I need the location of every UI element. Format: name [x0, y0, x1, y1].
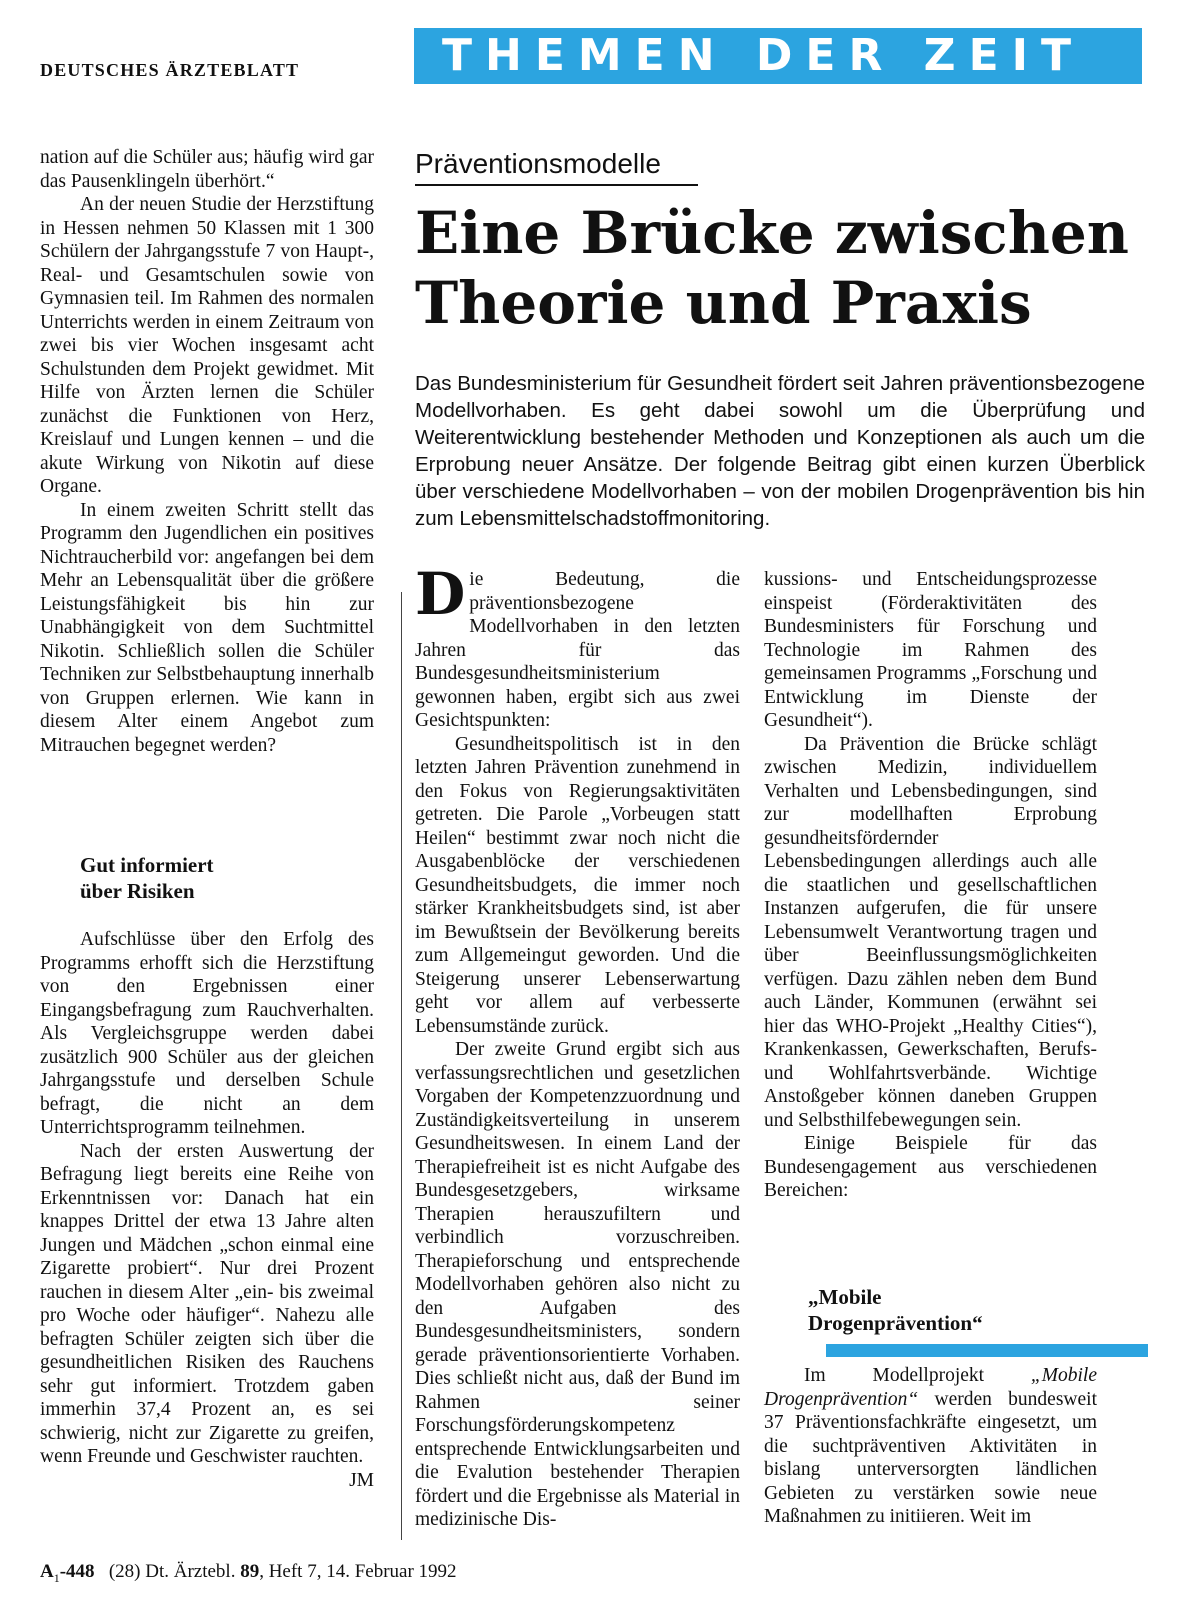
citation-rest: , Heft 7, 14. Februar 1992 [259, 1561, 457, 1582]
headline-line: Eine Brücke zwischen [415, 199, 1129, 267]
project-title: „Mobile Drogenprävention“ [764, 1365, 1097, 1410]
right-subheading-line: „Mobile [808, 1285, 882, 1309]
section-banner [414, 28, 1142, 84]
kicker-underline [415, 184, 698, 186]
left-column [40, 146, 374, 757]
citation-volume: 89 [240, 1561, 260, 1582]
right-paragraph: kussions- und Entscheidungsprozesse einspeist (Förderaktivitäten des Bundesministers für Forschung und Technologie im Rahmen des gemeinsamen Programms „Forschung und Entwicklung im Dienste der Gesundheit“). [764, 569, 1097, 731]
article-kicker: Präventionsmodelle [415, 148, 661, 179]
right-paragraph-last [764, 1364, 1097, 1529]
right-paragraph-text: werden bundesweit 37 Präventionsfachkräfte eingesetzt, um die suchtpräventiven Aktivitäten in bislang unterversorgten ländlichen Gebieten zu verstärken sowie neue Maßnahmen zu initiieren. Weit im [764, 1388, 1097, 1527]
left-subheading-line: Gut informiert [80, 853, 214, 877]
left-paragraph-last [40, 1140, 374, 1491]
article-headline [415, 198, 1155, 338]
middle-paragraph: Der zweite Grund ergibt sich aus verfassungsrechtlichen und gesetzlichen Vorgaben der Kompetenzzuordnung und Zuständigkeitsverteilung in unserem Gesundheitswesen. In einem Land der Therapiefreiheit ist es nicht Aufgabe des Bundesgesetzgebers, wirksame Therapien herauszufiltern und verbindlich vorzuschreiben. Therapieforschung und entsprechende Modellvorhaben gehören also nicht zu den Aufgaben des Bundesgesundheitsministers, sondern gerade präventionsorientierte Vorhaben. Dies schließt nicht aus, daß der Bund im Rahmen seiner Forschungsförderungskompetenz entsprechende Entwicklungsarbeiten und die Evalution bestehender Therapien fördert und die Ergebnisse als Material in medizinische Dis- [415, 1039, 740, 1530]
left-column-lower [40, 928, 374, 1492]
left-subheading [80, 852, 214, 904]
article-lead: Das Bundesministerium für Gesundheit fördert seit Jahren präventionsbezogene Modellvorhaben. Es geht dabei sowohl um die Überprüfung und Weiterentwicklung bestehender Methoden und Konzeptionen als auch um die Erprobung neuer Ansätze. Der folgende Beitrag gibt einen kurzen Überblick über verschiedene Modellvorhaben – von der mobilen Drogenprävention bis hin zum Lebensmittelschadstoffmonitoring. [415, 372, 1145, 530]
subheading-accent-bar [826, 1344, 1148, 1357]
right-column [764, 568, 1097, 1203]
section-banner-text: THEMEN DER ZEIT [442, 30, 1085, 81]
page-label: A [40, 1561, 54, 1582]
right-paragraph: Einige Beispiele für das Bundesengagement aus verschiedenen Bereichen: [764, 1133, 1097, 1201]
masthead: DEUTSCHES ÄRZTEBLATT [40, 60, 300, 80]
left-subheading-line: über Risiken [80, 879, 195, 903]
right-subheading-line: Drogenprävention“ [808, 1311, 983, 1335]
page-footer [40, 1561, 457, 1586]
first-paragraph [415, 560, 740, 733]
left-paragraph-text: Nach der ersten Auswertung der Befragung liegt bereits eine Reihe von Erkenntnissen vor: Danach hat ein knappes Drittel der etwa 13 Jahre alten Jungen und Mädchen „schon einmal eine Zigarette probiert“. Nur drei Prozent rauchen in diesem Alter „ein- bis zweimal pro Woche oder häufiger“. Nahezu alle befragten Schüler zeigten sich über die gesundheitlichen Risiken des Rauchens sehr gut informiert. Trotzdem gaben immerhin 37,4 Prozent an, es sei schwierig, nicht zur Zigarette zu greifen, wenn Freunde und Geschwister rauchten. [40, 1140, 374, 1467]
page-number: -448 [59, 1561, 95, 1582]
middle-paragraph: Gesundheitspolitisch ist in den letzten Jahren Prävention zunehmend in den Fokus von Regierungsaktivitäten getreten. Die Parole „Vorbeugen statt Heilen“ bestimmt zwar noch nicht die Ausgabenblöcke der verschiedenen Gesundheitsbudgets, die immer noch stärker Krankheitsbudgets sind, ist aber im Bewußtsein der Bevölkerung bereits zum Allgemeingut geworden. Und die Steigerung unserer Lebenserwartung geht vor allem auf verbesserte Lebensumstände zurück. [415, 733, 740, 1037]
headline-line: Theorie und Praxis [415, 269, 1032, 337]
first-paragraph-text: ie Bedeutung, die präventionsbezogene Modellvorhaben in den letzten Jahren für das Bundesgesundheitsministerium gewonnen haben, ergibt sich aus zwei Gesichtspunkten: [415, 569, 740, 731]
middle-column [415, 560, 740, 1532]
right-paragraph: Da Prävention die Brücke schlägt zwischen Medizin, individuellem Verhalten und Lebensbedingungen, sind zur modellhaften Erprobung gesundheitsfördernder Lebensbedingungen allerdings auch alle die staatlichen und gesellschaftlichen Instanzen aufgerufen, die für unsere Lebensumwelt Verantwortung tragen und über Beeinflussungsmöglichkeiten verfügen. Dazu zählen neben dem Bund auch Länder, Kommunen (erwähnt sei hier das WHO-Projekt „Healthy Cities“), Krankenkassen, Gewerkschaften, Berufs- und Wohlfahrtsverbände. Wichtige Anstoßgeber können daneben Gruppen und Selbsthilfebewegungen sein. [764, 733, 1097, 1131]
left-paragraph: An der neuen Studie der Herzstiftung in Hessen nehmen 50 Klassen mit 1 300 Schülern der Jahrgangsstufe 7 von Haupt-, Real- und Gesamtschulen sowie von Gymnasien teil. Im Rahmen des normalen Unterrichts werden in einem Zeitraum von zwei bis vier Wochen insgesamt acht Schulstunden dem Projekt gewidmet. Mit Hilfe von Ärzten lernen die Schüler zunächst die Funktionen von Herz, Kreislauf und Lungen kennen – und die akute Wirkung von Nikotin auf diese Organe. [40, 194, 374, 497]
right-subheading [808, 1284, 983, 1336]
left-paragraph: In einem zweiten Schritt stellt das Programm den Jugendlichen ein positives Nichtraucherbild vor: angefangen bei dem Mehr an Lebensqualität über die größere Leistungsfähigkeit bis hin zur Unabhängigkeit von dem Suchtmittel Nikotin. Schließlich sollen die Schüler Techniken zur Selbstbehauptung innerhalb von Gruppen erlernen. Wie kann in diesem Alter einem Angebot zum Mitrauchen begegnet werden? [40, 499, 374, 756]
page-label-sub: 1 [53, 1570, 60, 1585]
left-paragraph: Aufschlüsse über den Erfolg des Programms erhofft sich die Herzstiftung von den Ergebnissen einer Eingangsbefragung zum Rauchverhalten. Als Vergleichsgruppe werden dabei zusätzlich 900 Schüler aus der gleichen Jahrgangsstufe und derselben Schule befragt, die nicht an dem Unterrichtsprogramm teilnehmen. [40, 929, 374, 1138]
left-paragraph: nation auf die Schüler aus; häufig wird gar das Pausenklingeln überhört.“ [40, 147, 374, 192]
drop-cap: D [415, 560, 466, 628]
citation-prefix: (28) Dt. Ärztebl. [108, 1561, 241, 1582]
right-paragraph-text: Im Modellprojekt [804, 1365, 1031, 1386]
column-divider [401, 592, 402, 1540]
right-column-lower [764, 1364, 1097, 1529]
author-signature: JM [349, 1469, 374, 1491]
